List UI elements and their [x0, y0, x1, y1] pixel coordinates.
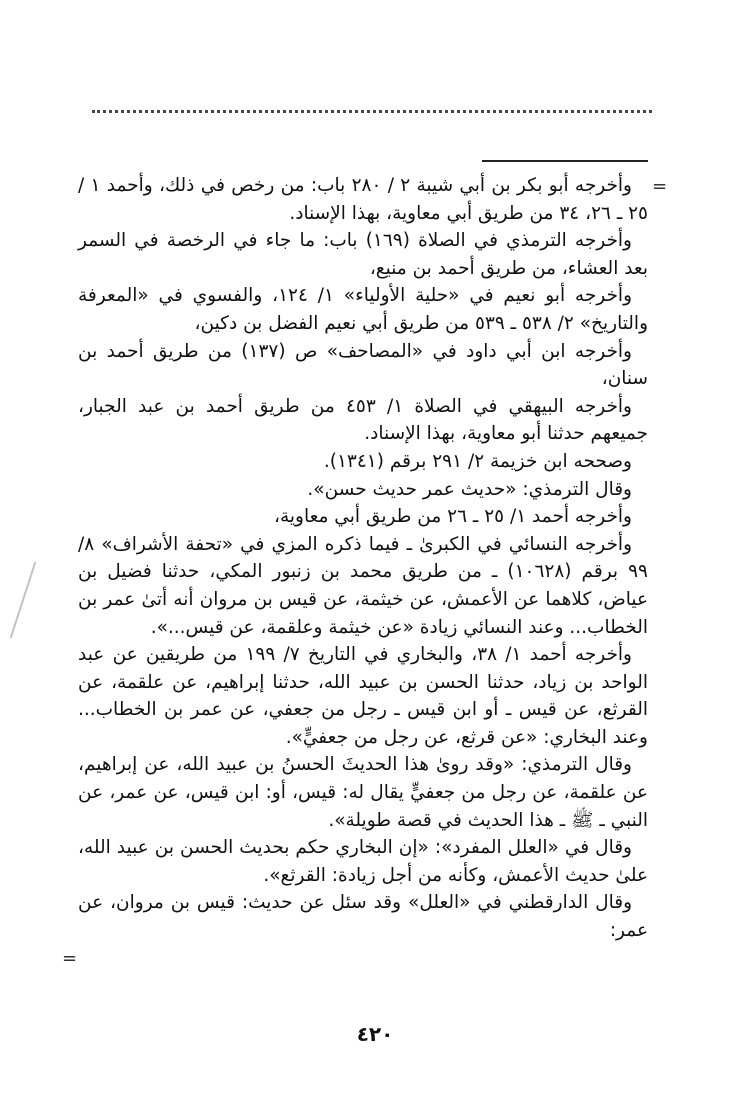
footnote-text: [78, 172, 648, 945]
page-number: ٤٢٠: [356, 1022, 394, 1046]
margin-pencil-mark: [10, 562, 37, 639]
paragraph: وقال الترمذي: «وقد روىٰ هذا الحديثَ الحسنُ بن عبيد الله، عن إبراهيم، عن علقمة، عن رجل من جعفيٍّ يقال له: قيس، أو: ابن قيس، عن عمر، عن النبي ـ ﷺ ـ هذا الحديث في قصة طويلة».: [78, 754, 648, 831]
dotted-separator: [92, 110, 652, 113]
footnote-separator: [482, 160, 648, 162]
paragraph: وقال الترمذي: «حديث عمر حديث حسن».: [307, 478, 632, 500]
paragraph: وقال في «العلل المفرد»: «إن البخاري حكم بحديث الحسن بن عبيد الله، علىٰ حديث الأعمش، وكأنه من أجل زيادة: القرثع».: [78, 837, 648, 886]
continuation-mark-start: =: [652, 176, 668, 197]
paragraph: وأخرجه أحمد ١/ ٣٨، والبخاري في التاريخ ٧/ ١٩٩ من طريقين عن عبد الواحد بن زياد، حدثنا الحسن بن عبيد الله، حدثنا إبراهيم، عن علقمة، عن القرثع، عن قيس ـ أو ابن قيس ـ رجل من جعفي، عن عمر بن الخطاب... وعند البخاري: «عن قرثع، عن رجل من جعفيٍّ».: [78, 644, 648, 748]
paragraph: وأخرجه البيهقي في الصلاة ١/ ٤٥٣ من طريق أحمد بن عبد الجبار، جميعهم حدثنا أبو معاوية، بهذا الإسناد.: [78, 395, 648, 445]
paragraph: وأخرجه النسائي في الكبرىٰ ـ فيما ذكره المزي في «تحفة الأشراف» ٨/ ٩٩ برقم (١٠٦٢٨) ـ من طريق محمد بن زنبور المكي، حدثنا فضيل بن عياض، كلاهما عن الأعمش، عن خيثمة، عن قيس بن مروان أنه أتىٰ عمر بن الخطاب... وعند النسائي زيادة «عن خيثمة وعلقمة، عن قيس...».: [78, 533, 648, 638]
paragraph: وقال الدارقطني في «العلل» وقد سئل عن حديث: قيس بن مروان، عن عمر:: [78, 892, 648, 942]
continuation-mark-end: =: [62, 948, 78, 969]
paragraph: وأخرجه ابن أبي داود في «المصاحف» ص (١٣٧) من طريق أحمد بن سنان،: [78, 340, 648, 390]
paragraph: وأخرجه الترمذي في الصلاة (١٦٩) باب: ما جاء في الرخصة في السمر بعد العشاء، من طريق أحمد بن منيع،: [78, 230, 648, 279]
paragraph: وأخرجه أبو بكر بن أبي شيبة ٢ / ٢٨٠ باب: من رخص في ذلك، وأحمد ١ / ٢٥ ـ ٢٦، ٣٤ من طريق أبي معاوية، بهذا الإسناد.: [78, 175, 648, 224]
paragraph: وأخرجه أبو نعيم في «حلية الأولياء» ١/ ١٢٤، والفسوي في «المعرفة والتاريخ» ٢/ ٥٣٨ ـ ٥٣٩ من طريق أبي نعيم الفضل بن دكين،: [78, 285, 648, 334]
paragraph: وصححه ابن خزيمة ٢/ ٢٩١ برقم (١٣٤١).: [323, 450, 632, 472]
paragraph: وأخرجه أحمد ١/ ٢٥ ـ ٢٦ من طريق أبي معاوية،: [273, 506, 632, 528]
